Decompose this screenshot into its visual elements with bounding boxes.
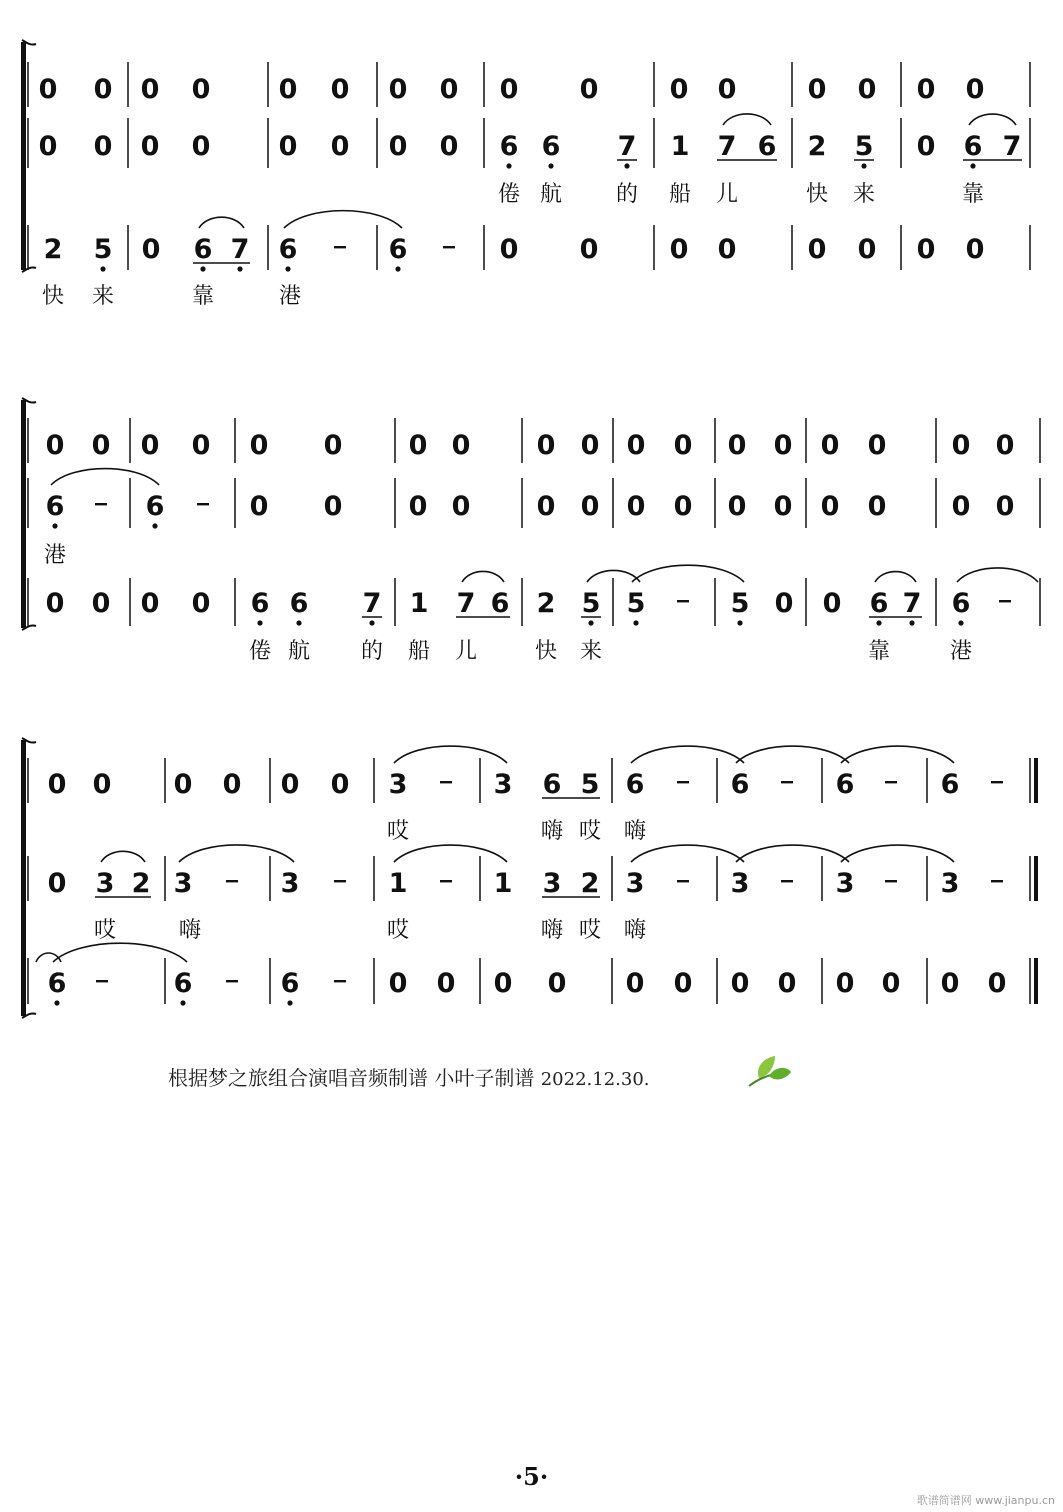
s1-voice-3-octave-dot <box>200 266 205 271</box>
s1-voice-1-note: 0 <box>499 74 519 105</box>
s3-voice-1-note: 3 <box>388 769 408 800</box>
s1-voice-2-note: 0 <box>330 131 350 162</box>
s3-voice-1-note: 0 <box>173 769 193 800</box>
s2-voice-2-note: 0 <box>673 491 693 522</box>
s3-voice-2-note: 2 <box>580 868 600 899</box>
s3-voice-1-lyric: 嗨 <box>623 819 647 844</box>
s1-brace <box>21 42 26 270</box>
s3-voice-2-note: 2 <box>131 868 151 899</box>
s1-voice-2-note: 1 <box>670 131 690 162</box>
s1-voice-3-note: 0 <box>141 234 161 265</box>
s3-voice-1-dash <box>440 781 452 783</box>
s3-voice-2-note: 3 <box>280 868 300 899</box>
s1-voice-3-note: 7 <box>230 234 250 265</box>
s1-voice-2-note: 6 <box>499 131 519 162</box>
s1-voice-3-dash <box>334 246 346 248</box>
s2-voice-1-note: 0 <box>626 430 646 461</box>
s2-voice-1-note: 0 <box>191 430 211 461</box>
s2-voice-1-note: 0 <box>45 430 65 461</box>
leaf-icon <box>745 1054 793 1090</box>
s1-voice-3-lyric: 来 <box>91 284 115 309</box>
s2-voice-3-octave-dot <box>958 620 963 625</box>
s2-voice-3-note: 7 <box>902 588 922 619</box>
s3-voice-1-note: 0 <box>330 769 350 800</box>
s3-voice-1-dash <box>991 781 1003 783</box>
s3-voice-1-lyric: 哎 <box>386 819 410 844</box>
s1-voice-3-note: 5 <box>93 234 113 265</box>
s1-voice-2-note: 0 <box>140 131 160 162</box>
s1-voice-3-dash <box>443 246 455 248</box>
s1-voice-3-note: 6 <box>388 234 408 265</box>
s2-voice-3-octave-dot <box>369 620 374 625</box>
s3-voice-3-dash <box>334 980 346 982</box>
s2-voice-3-note: 7 <box>456 588 476 619</box>
s2-voice-3-lyric: 船 <box>407 639 431 664</box>
s3-voice-2-note: 3 <box>940 868 960 899</box>
s3-voice-3-note: 0 <box>940 968 960 999</box>
s1-voice-2-note: 0 <box>93 131 113 162</box>
s1-voice-1-note: 0 <box>916 74 936 105</box>
s3-voice-2-note: 3 <box>95 868 115 899</box>
credit-arranger: 小叶子制谱 <box>434 1066 535 1090</box>
s2-voice-3-lyric: 快 <box>534 639 558 664</box>
s1-voice-1-note: 0 <box>330 74 350 105</box>
s3-voice-2-note: 3 <box>730 868 750 899</box>
s2-voice-3-note: 0 <box>822 588 842 619</box>
s2-voice-3-octave-dot <box>737 620 742 625</box>
s3-voice-2-dash <box>781 880 793 882</box>
s2-voice-2-note: 0 <box>626 491 646 522</box>
s3-voice-3-note: 6 <box>173 968 193 999</box>
s1-voice-1-note: 0 <box>93 74 113 105</box>
s1-voice-2-note: 0 <box>388 131 408 162</box>
s2-voice-3-note: 0 <box>91 588 111 619</box>
s3-voice-3-note: 0 <box>547 968 567 999</box>
s3-voice-3-note: 0 <box>730 968 750 999</box>
s2-voice-3-note: 6 <box>250 588 270 619</box>
s3-voice-2-final-barline-thick <box>1034 856 1038 901</box>
s2-voice-3-note: 6 <box>490 588 510 619</box>
s1-voice-2-lyric: 航 <box>539 182 563 207</box>
s3-voice-2-lyric: 哎 <box>93 918 117 943</box>
s1-voice-1-note: 0 <box>439 74 459 105</box>
s2-voice-2-dash <box>197 503 209 505</box>
s1-voice-3-octave-dot <box>395 266 400 271</box>
s3-voice-1-note: 0 <box>222 769 242 800</box>
s3-voice-2-note: 3 <box>542 868 562 899</box>
s1-voice-2-lyric: 来 <box>852 182 876 207</box>
s2-voice-3-octave-dot <box>876 620 881 625</box>
s3-voice-1-note: 0 <box>92 769 112 800</box>
s3-voice-3-octave-dot <box>287 1000 292 1005</box>
s3-voice-1-dash <box>677 781 689 783</box>
s3-voice-1-note: 0 <box>280 769 300 800</box>
s1-voice-2-lyric: 倦 <box>497 182 521 207</box>
s3-voice-2-dash <box>991 880 1003 882</box>
s2-voice-1-note: 0 <box>249 430 269 461</box>
s1-voice-1-note: 0 <box>857 74 877 105</box>
s2-voice-2-note: 6 <box>45 491 65 522</box>
s2-voice-1-note: 0 <box>91 430 111 461</box>
s1-voice-2-octave-dot <box>506 163 511 168</box>
s1-voice-3-note: 0 <box>579 234 599 265</box>
s3-voice-1-lyric: 哎 <box>578 819 602 844</box>
s1-voice-3-note: 6 <box>193 234 213 265</box>
s2-voice-3-note: 6 <box>951 588 971 619</box>
s2-voice-3-note: 0 <box>140 588 160 619</box>
credit-source: 根据梦之旅组合演唱音频制谱 <box>168 1066 428 1090</box>
s1-voice-2-note: 0 <box>191 131 211 162</box>
s3-voice-2-tie <box>179 845 294 862</box>
s2-voice-1-note: 0 <box>323 430 343 461</box>
s3-voice-1-lyric: 嗨 <box>540 819 564 844</box>
s3-voice-3-note: 0 <box>987 968 1007 999</box>
s3-voice-3-note: 0 <box>493 968 513 999</box>
s2-voice-2-note: 0 <box>323 491 343 522</box>
s2-voice-2-octave-dot <box>152 523 157 528</box>
s2-voice-3-note: 5 <box>626 588 646 619</box>
s3-voice-2-note: 3 <box>835 868 855 899</box>
s1-voice-1-note: 0 <box>38 74 58 105</box>
s3-voice-1-dash <box>781 781 793 783</box>
s3-voice-3-note: 0 <box>835 968 855 999</box>
s1-voice-1-note: 0 <box>579 74 599 105</box>
s3-voice-2-note: 3 <box>173 868 193 899</box>
s1-voice-2-tie <box>723 114 771 125</box>
s1-voice-1-note: 0 <box>388 74 408 105</box>
s3-voice-3-dash <box>226 980 238 982</box>
s1-voice-3-tie <box>284 211 402 228</box>
s1-voice-3-note: 0 <box>499 234 519 265</box>
s1-voice-2-lyric: 快 <box>805 182 829 207</box>
s3-voice-3-note: 6 <box>280 968 300 999</box>
s2-voice-1-note: 0 <box>773 430 793 461</box>
s2-voice-3-note: 0 <box>774 588 794 619</box>
s2-voice-3-octave-dot <box>296 620 301 625</box>
s1-voice-3-note: 0 <box>807 234 827 265</box>
s1-voice-3-note: 0 <box>717 234 737 265</box>
s2-voice-2-note: 0 <box>451 491 471 522</box>
s3-voice-2-note: 1 <box>493 868 513 899</box>
s1-voice-1-note: 0 <box>717 74 737 105</box>
s2-voice-1-note: 0 <box>536 430 556 461</box>
s3-voice-2-tie <box>736 845 849 862</box>
s3-voice-3-final-barline-thick <box>1034 958 1038 1004</box>
s1-voice-2-note: 0 <box>38 131 58 162</box>
s3-voice-2-lyric: 嗨 <box>540 918 564 943</box>
s2-voice-3-note: 5 <box>581 588 601 619</box>
s1-voice-1-note: 0 <box>965 74 985 105</box>
s2-voice-1-note: 0 <box>951 430 971 461</box>
s2-voice-1-note: 0 <box>727 430 747 461</box>
s2-voice-3-lyric: 港 <box>949 639 973 664</box>
s2-voice-3-tie <box>632 565 744 582</box>
s2-voice-1-note: 0 <box>820 430 840 461</box>
s2-voice-1-note: 0 <box>867 430 887 461</box>
s3-voice-2-dash <box>677 880 689 882</box>
score-credit <box>168 1062 650 1091</box>
s1-voice-2-lyric: 儿 <box>715 182 739 207</box>
s1-voice-2-lyric: 船 <box>668 182 692 207</box>
s3-voice-1-tie <box>631 746 744 763</box>
s1-voice-3-lyric: 靠 <box>191 284 215 309</box>
s3-voice-3-note: 0 <box>625 968 645 999</box>
s3-voice-1-tie <box>841 746 954 763</box>
s1-voice-1-note: 0 <box>807 74 827 105</box>
s3-voice-2-dash <box>885 880 897 882</box>
s2-voice-3-dash <box>677 600 689 602</box>
s2-voice-3-octave-dot <box>257 620 262 625</box>
s3-voice-2-tie <box>394 845 507 862</box>
s1-voice-3-tie <box>199 217 244 228</box>
s1-voice-2-note: 5 <box>854 131 874 162</box>
s2-voice-3-lyric: 靠 <box>867 639 891 664</box>
s2-brace <box>21 400 26 628</box>
s3-voice-3-note: 0 <box>673 968 693 999</box>
s2-voice-3-note: 6 <box>289 588 309 619</box>
s2-voice-3-lyric: 来 <box>579 639 603 664</box>
s2-voice-3-lyric: 的 <box>360 639 384 664</box>
s3-voice-2-lyric: 哎 <box>386 918 410 943</box>
s3-voice-1-dash <box>885 781 897 783</box>
s3-voice-1-tie <box>394 746 507 763</box>
s1-voice-2-note: 6 <box>757 131 777 162</box>
s1-voice-3-lyric: 快 <box>41 284 65 309</box>
s3-voice-3-tie <box>36 953 61 962</box>
s3-voice-1-note: 0 <box>47 769 67 800</box>
s1-voice-2-note: 7 <box>1002 131 1022 162</box>
s1-voice-3-note: 6 <box>278 234 298 265</box>
s1-voice-2-tie <box>969 114 1016 125</box>
s3-voice-2-tie <box>841 845 954 862</box>
s2-voice-3-octave-dot <box>909 620 914 625</box>
s2-voice-3-lyric: 航 <box>287 639 311 664</box>
s2-voice-2-note: 0 <box>580 491 600 522</box>
s1-voice-3-note: 0 <box>669 234 689 265</box>
s1-voice-3-note: 0 <box>965 234 985 265</box>
s3-voice-1-note: 3 <box>493 769 513 800</box>
s1-voice-1-note: 0 <box>140 74 160 105</box>
s3-voice-3-note: 0 <box>388 968 408 999</box>
s1-voice-2-octave-dot <box>624 163 629 168</box>
s2-voice-2-note: 0 <box>249 491 269 522</box>
s1-voice-2-note: 7 <box>717 131 737 162</box>
s3-voice-3-tie <box>53 943 187 962</box>
s1-voice-2-note: 7 <box>617 131 637 162</box>
s2-voice-2-octave-dot <box>52 523 57 528</box>
s3-voice-1-note: 6 <box>625 769 645 800</box>
site-watermark: 歌谱简谱网 www.jianpu.cn <box>916 1494 1055 1507</box>
page-number: ·5· <box>514 1462 549 1491</box>
s1-voice-3-octave-dot <box>285 266 290 271</box>
s2-voice-2-note: 0 <box>867 491 887 522</box>
s1-voice-2-octave-dot <box>548 163 553 168</box>
s3-voice-3-octave-dot <box>54 1000 59 1005</box>
s2-voice-2-note: 0 <box>995 491 1015 522</box>
s1-voice-2-lyric: 靠 <box>961 182 985 207</box>
s2-voice-1-note: 0 <box>580 430 600 461</box>
s2-voice-2-note: 0 <box>408 491 428 522</box>
s2-voice-1-note: 0 <box>451 430 471 461</box>
s2-voice-1-note: 0 <box>140 430 160 461</box>
s2-voice-3-note: 6 <box>869 588 889 619</box>
s2-voice-3-note: 1 <box>409 588 429 619</box>
s2-voice-3-note: 7 <box>362 588 382 619</box>
s2-voice-3-tie <box>957 568 1038 582</box>
s2-voice-1-note: 0 <box>408 430 428 461</box>
s3-voice-3-note: 0 <box>777 968 797 999</box>
s3-voice-2-lyric: 嗨 <box>623 918 647 943</box>
s1-voice-3-octave-dot <box>237 266 242 271</box>
s1-voice-2-note: 0 <box>278 131 298 162</box>
s1-voice-2-octave-dot <box>970 163 975 168</box>
s1-voice-2-lyric: 的 <box>615 182 639 207</box>
s2-voice-3-lyric: 倦 <box>248 639 272 664</box>
s3-voice-1-note: 6 <box>940 769 960 800</box>
s2-voice-3-note: 2 <box>536 588 556 619</box>
s3-voice-3-note: 6 <box>47 968 67 999</box>
s3-voice-2-lyric: 哎 <box>578 918 602 943</box>
s1-voice-2-note: 6 <box>963 131 983 162</box>
credit-date: 2022.12.30. <box>540 1069 650 1090</box>
s2-voice-3-octave-dot <box>588 620 593 625</box>
s1-voice-2-note: 0 <box>439 131 459 162</box>
s2-voice-2-lyric: 港 <box>43 543 67 568</box>
s1-voice-2-note: 6 <box>541 131 561 162</box>
s1-voice-2-octave-dot <box>861 163 866 168</box>
s3-voice-1-note: 6 <box>835 769 855 800</box>
s3-voice-2-note: 3 <box>625 868 645 899</box>
s3-voice-1-note: 6 <box>542 769 562 800</box>
s3-voice-3-note: 0 <box>436 968 456 999</box>
s2-voice-3-tie <box>875 572 916 582</box>
s2-voice-2-note: 0 <box>951 491 971 522</box>
s2-voice-3-octave-dot <box>633 620 638 625</box>
s1-voice-3-note: 2 <box>43 234 63 265</box>
s3-voice-1-note: 5 <box>580 769 600 800</box>
s1-voice-1-note: 0 <box>278 74 298 105</box>
s2-voice-3-note: 0 <box>191 588 211 619</box>
s1-voice-3-note: 0 <box>916 234 936 265</box>
s2-voice-2-note: 0 <box>820 491 840 522</box>
s3-voice-1-tie <box>736 746 849 763</box>
s2-voice-2-note: 6 <box>145 491 165 522</box>
s2-voice-2-note: 0 <box>536 491 556 522</box>
s3-voice-2-note: 1 <box>388 868 408 899</box>
s1-voice-3-note: 0 <box>857 234 877 265</box>
s3-voice-3-octave-dot <box>180 1000 185 1005</box>
s3-voice-2-dash <box>440 880 452 882</box>
s3-voice-3-dash <box>96 980 108 982</box>
s2-voice-3-note: 5 <box>730 588 750 619</box>
s3-voice-2-dash <box>334 880 346 882</box>
s3-voice-1-note: 6 <box>730 769 750 800</box>
s3-voice-2-lyric: 嗨 <box>178 918 202 943</box>
s1-voice-2-note: 0 <box>916 131 936 162</box>
s2-voice-3-lyric: 儿 <box>454 639 478 664</box>
s1-voice-2-note: 2 <box>807 131 827 162</box>
s2-voice-3-tie <box>462 571 504 582</box>
s3-voice-2-dash <box>226 880 238 882</box>
s1-voice-1-note: 0 <box>669 74 689 105</box>
s3-voice-3-note: 0 <box>881 968 901 999</box>
s2-voice-2-tie <box>51 469 159 485</box>
s2-voice-1-note: 0 <box>673 430 693 461</box>
s1-voice-1-note: 0 <box>191 74 211 105</box>
s2-voice-2-note: 0 <box>773 491 793 522</box>
s3-voice-2-tie <box>101 851 145 862</box>
s3-brace <box>21 740 26 1016</box>
s3-voice-1-final-barline-thick <box>1034 758 1038 803</box>
s2-voice-2-dash <box>95 503 107 505</box>
s1-voice-3-octave-dot <box>100 266 105 271</box>
s1-voice-3-lyric: 港 <box>278 284 302 309</box>
s3-voice-2-tie <box>631 845 744 862</box>
s2-voice-3-dash <box>999 600 1011 602</box>
s2-voice-3-note: 0 <box>45 588 65 619</box>
s2-voice-2-note: 0 <box>727 491 747 522</box>
s2-voice-1-note: 0 <box>995 430 1015 461</box>
s3-voice-2-note: 0 <box>47 868 67 899</box>
